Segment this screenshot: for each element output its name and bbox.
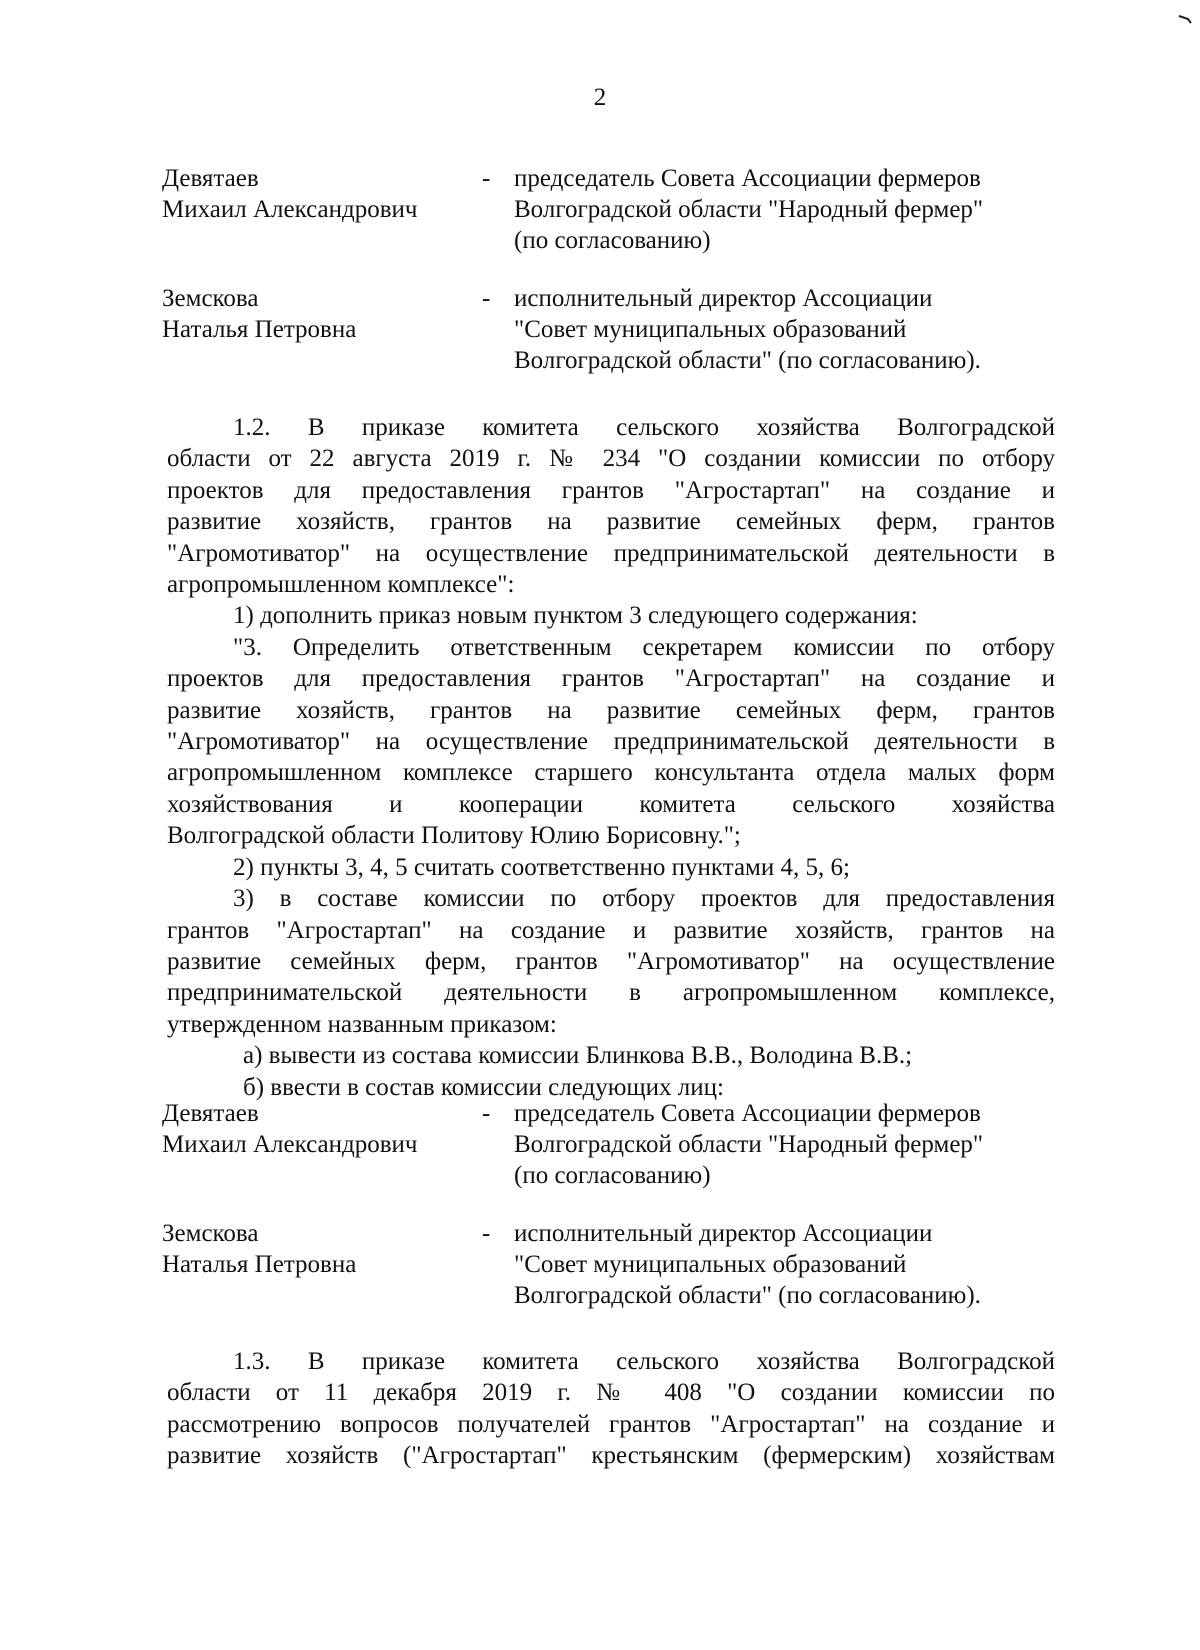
list-item-line: грантов "Агростартап" на создание и развитие хозяйств, грантов на — [167, 916, 1055, 944]
paragraph-line: 1.3. В приказе комитета сельского хозяйства Волгоградской — [233, 1348, 1055, 1375]
member-name: Девятаев Михаил Александрович — [162, 1100, 418, 1158]
member-role: председатель Совета Ассоциации фермеров Волгоградской области "Народный фермер" (по согласованию) — [514, 165, 984, 254]
paragraph-line: области от 22 августа 2019 г. № 234 "О создании комиссии по отбору — [167, 445, 1055, 473]
member-dash: - — [482, 1220, 491, 1247]
member-role: председатель Совета Ассоциации фермеров Волгоградской области "Народный фермер" (по согласованию) — [514, 1100, 984, 1189]
paragraph-line: развитие хозяйств ("Агростартап" крестьянским (фермерским) хозяйствам — [167, 1442, 1055, 1470]
paragraph-line: области от 11 декабря 2019 г. № 408 "О создании комиссии по — [167, 1379, 1055, 1407]
member-name: Земскова Наталья Петровна — [162, 285, 357, 343]
member-name: Девятаев Михаил Александрович — [162, 165, 418, 223]
scan-corner-mark-icon — [1178, 14, 1192, 24]
sub-item: а) вывести из состава комиссии Блинкова В.В., Володина В.В.; — [243, 1042, 913, 1070]
quote-line: Волгоградской области Политову Юлию Борисовну."; — [167, 822, 741, 850]
paragraph-line: рассмотрению вопросов получателей грантов "Агростартап" на создание и — [167, 1410, 1055, 1438]
sub-item: б) ввести в состав комиссии следующих лиц: — [243, 1073, 724, 1101]
list-item-line: предпринимательской деятельности в агропромышленном комплексе, — [167, 979, 1055, 1007]
member-role: исполнительный директор Ассоциации "Совет муниципальных образований Волгоградской области" (по согласованию). — [514, 1220, 981, 1309]
section-1-2 — [167, 412, 1055, 1103]
section-1-3 — [167, 1346, 1055, 1472]
quote-line: "Агромотиватор" на осуществление предпринимательской деятельности в — [167, 728, 1055, 756]
quote-line: проектов для предоставления грантов "Агростартап" на создание и — [167, 665, 1055, 693]
member-dash: - — [482, 285, 491, 312]
list-item-line: утвержденном названным приказом: — [167, 1010, 557, 1038]
quote-line: хозяйствования и кооперации комитета сельского хозяйства — [167, 790, 1055, 818]
page-number: 2 — [593, 84, 607, 111]
paragraph-line: "Агромотиватор" на осуществление предпринимательской деятельности в — [167, 539, 1055, 567]
paragraph-line: развитие хозяйств, грантов на развитие семейных ферм, грантов — [167, 508, 1055, 536]
quote-line: развитие хозяйств, грантов на развитие семейных ферм, грантов — [167, 696, 1055, 724]
quote-line: агропромышленном комплексе старшего консультанта отдела малых форм — [167, 759, 1055, 787]
list-item-line: развитие семейных ферм, грантов "Агромотиватор" на осуществление — [167, 947, 1055, 975]
member-role: исполнительный директор Ассоциации "Совет муниципальных образований Волгоградской области" (по согласованию). — [514, 285, 981, 374]
paragraph-line: агропромышленном комплексе": — [167, 571, 515, 599]
member-dash: - — [482, 165, 491, 192]
paragraph-line: 1.2. В приказе комитета сельского хозяйства Волгоградской — [233, 414, 1055, 441]
member-dash: - — [482, 1100, 491, 1127]
quote-line: "3. Определить ответственным секретарем комиссии по отбору — [233, 633, 1055, 661]
list-item: 1) дополнить приказ новым пунктом 3 следующего содержания: — [233, 602, 918, 630]
list-item-line: 3) в составе комиссии по отбору проектов для предоставления — [233, 885, 1055, 913]
member-name: Земскова Наталья Петровна — [162, 1220, 357, 1278]
list-item: 2) пункты 3, 4, 5 считать соответственно пунктами 4, 5, 6; — [233, 853, 850, 881]
paragraph-line: проектов для предоставления грантов "Агростартап" на создание и — [167, 476, 1055, 504]
